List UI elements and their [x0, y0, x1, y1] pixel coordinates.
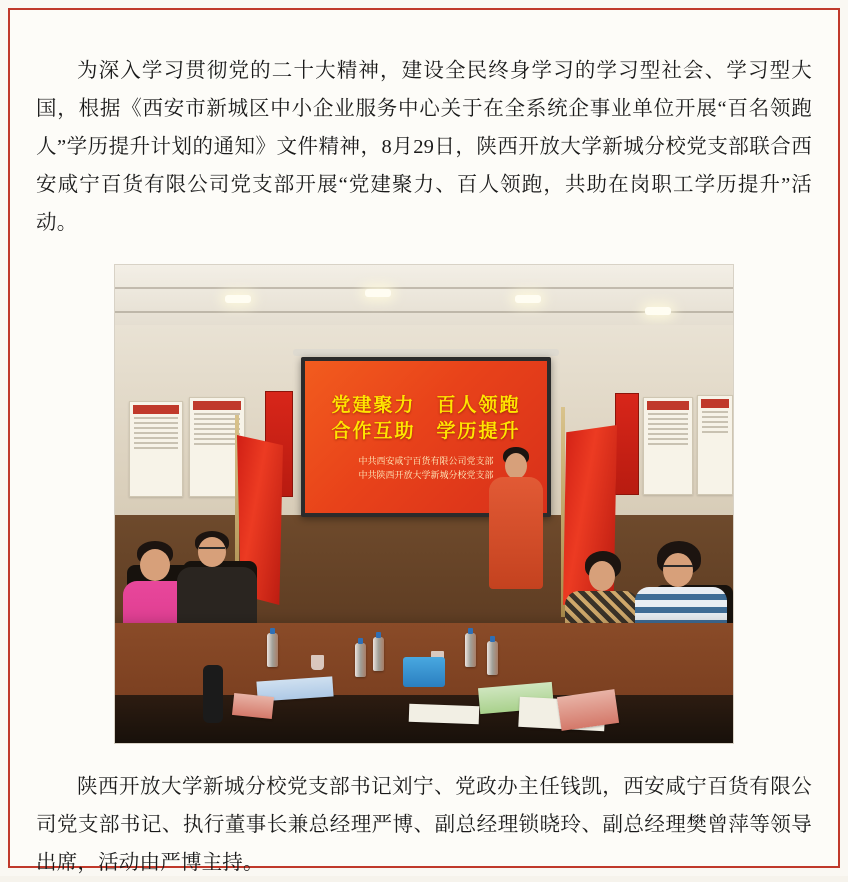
glasses [199, 547, 225, 554]
wall-banner [615, 393, 639, 495]
paragraph-attendees: 陕西开放大学新城分校党支部书记刘宁、党政办主任钱凯，西安咸宁百货有限公司党支部书记、执行董事长兼总经理严博、副总经理锁晓玲、副总经理樊曾萍等领导出席，活动由严博主持。 [36, 776, 812, 874]
wall-poster [643, 397, 693, 495]
water-bottle [355, 643, 366, 677]
wall-poster [697, 395, 733, 495]
ceiling-light [225, 295, 251, 303]
ceiling-line [115, 287, 733, 289]
document-content [36, 36, 812, 874]
paper-cup [311, 655, 324, 670]
tissue-box [403, 657, 445, 687]
person-speaker [485, 447, 547, 627]
page-border [8, 8, 840, 874]
screen-rail [293, 349, 559, 356]
activity-photo [114, 264, 734, 744]
glasses [663, 565, 693, 572]
wall-poster [129, 401, 183, 497]
ceiling-light [645, 307, 671, 315]
ceiling-line [115, 311, 733, 313]
head [140, 549, 170, 581]
ceiling-light [515, 295, 541, 303]
paragraph-intro: 为深入学习贯彻党的二十大精神，建设全民终身学习的学习型社会、学习型大国，根据《西安市新城区中小企业服务中心关于在全系统企事业单位开展“百名领跑人”学历提升计划的通知》文件精神，8月29日，陕西开放大学新城分校党支部联合西安咸宁百货有限公司党支部开展“党建聚力、百人领跑，共助在岗职工学历提升”活动。 [36, 60, 812, 234]
slide-subtitle-line-2: 中共陕西开放大学新城分校党支部 [358, 470, 494, 481]
thermos-cup [203, 665, 223, 723]
torso [489, 477, 543, 589]
document-on-table [409, 704, 480, 724]
head [505, 453, 527, 479]
head [589, 561, 615, 591]
slide-subtitle-line-1: 中共西安咸宁百货有限公司党支部 [358, 456, 494, 467]
photo-scene [115, 265, 733, 743]
document-on-table [232, 693, 274, 719]
ceiling-light [365, 289, 391, 297]
water-bottle [465, 633, 476, 667]
water-bottle [267, 633, 278, 667]
slide-title-line-2: 合作互助 学历提升 [331, 419, 521, 442]
water-bottle [487, 641, 498, 675]
water-bottle [373, 637, 384, 671]
slide-title-line-1: 党建聚力 百人领跑 [331, 393, 521, 416]
